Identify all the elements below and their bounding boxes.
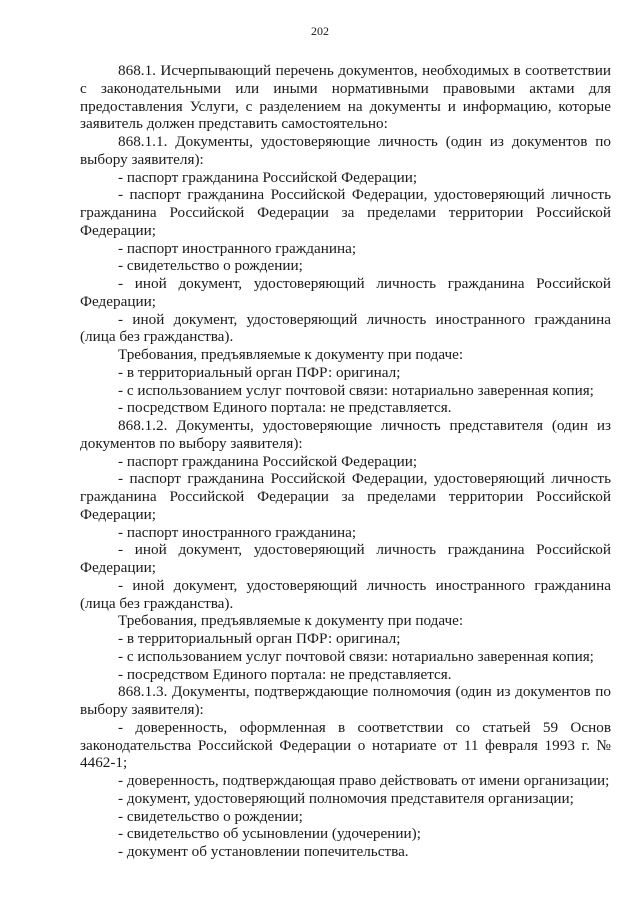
- list-item: - посредством Единого портала: не представляется.: [118, 399, 452, 417]
- list-item: - иной документ, удостоверяющий личность гражданина Российской Федерации;: [80, 541, 611, 576]
- list-item: - свидетельство о рождении;: [118, 807, 303, 825]
- list-item: - иной документ, удостоверяющий личность иностранного гражданина (лица без гражданства).: [80, 576, 611, 612]
- paragraph: 868.1.1. Документы, удостоверяющие личность (один из документов по выбору заявителя):: [80, 133, 611, 168]
- paragraph: 868.1.3. Документы, подтверждающие полномочия (один из документов по выбору заявителя):: [80, 683, 611, 718]
- list-item: - в территориальный орган ПФР: оригинал;: [118, 363, 401, 381]
- list-item: - документ, удостоверяющий полномочия представителя организации;: [118, 789, 574, 807]
- list-item: - паспорт гражданина Российской Федерации;: [118, 452, 418, 470]
- list-item: - документ об установлении попечительства.: [118, 843, 409, 860]
- list-item: - паспорт иностранного гражданина;: [118, 239, 357, 257]
- list-item: - с использованием услуг почтовой связи: нотариально заверенная копия;: [118, 381, 594, 399]
- list-item: - паспорт гражданина Российской Федерации, удостоверяющий личность гражданина Российской Федерации за пределами территории Российской Федерации;: [80, 186, 611, 239]
- page-number: 202: [311, 24, 329, 38]
- list-item: - иной документ, удостоверяющий личность иностранного гражданина (лица без гражданства).: [80, 310, 611, 346]
- list-item: - посредством Единого портала: не представляется.: [118, 665, 452, 683]
- list-item: - паспорт иностранного гражданина;: [118, 523, 357, 541]
- list-item: - с использованием услуг почтовой связи: нотариально заверенная копия;: [118, 647, 594, 665]
- paragraph: 868.1. Исчерпывающий перечень документов, необходимых в соответствии с законодательными или иными нормативными правовыми актами для предоставления Услуги, с разделением на документы и информацию, которые заявитель должен представить самостоятельно:: [80, 62, 611, 133]
- list-item: - иной документ, удостоверяющий личность гражданина Российской Федерации;: [80, 275, 611, 310]
- list-item: - доверенность, подтверждающая право действовать от имени организации;: [118, 772, 610, 789]
- paragraph: Требования, предъявляемые к документу при подаче:: [118, 346, 464, 363]
- paragraph: 868.1.2. Документы, удостоверяющие личность представителя (один из документов по выбору заявителя):: [80, 417, 611, 452]
- list-item: - свидетельство о рождении;: [118, 257, 303, 275]
- list-item: - доверенность, оформленная в соответствии со статьей 59 Основ законодательства Российской Федерации о нотариате от 11 февраля 1993 г. № 4462-1;: [80, 718, 611, 772]
- list-item: - свидетельство об усыновлении (удочерении);: [118, 825, 421, 843]
- document-body: [80, 62, 611, 861]
- paragraph: Требования, предъявляемые к документу при подаче:: [118, 612, 464, 630]
- list-item: - паспорт гражданина Российской Федерации, удостоверяющий личность гражданина Российской Федерации за пределами территории Российской Федерации;: [80, 470, 611, 523]
- list-item: - паспорт гражданина Российской Федерации;: [118, 168, 418, 186]
- list-item: - в территориальный орган ПФР: оригинал;: [118, 630, 401, 647]
